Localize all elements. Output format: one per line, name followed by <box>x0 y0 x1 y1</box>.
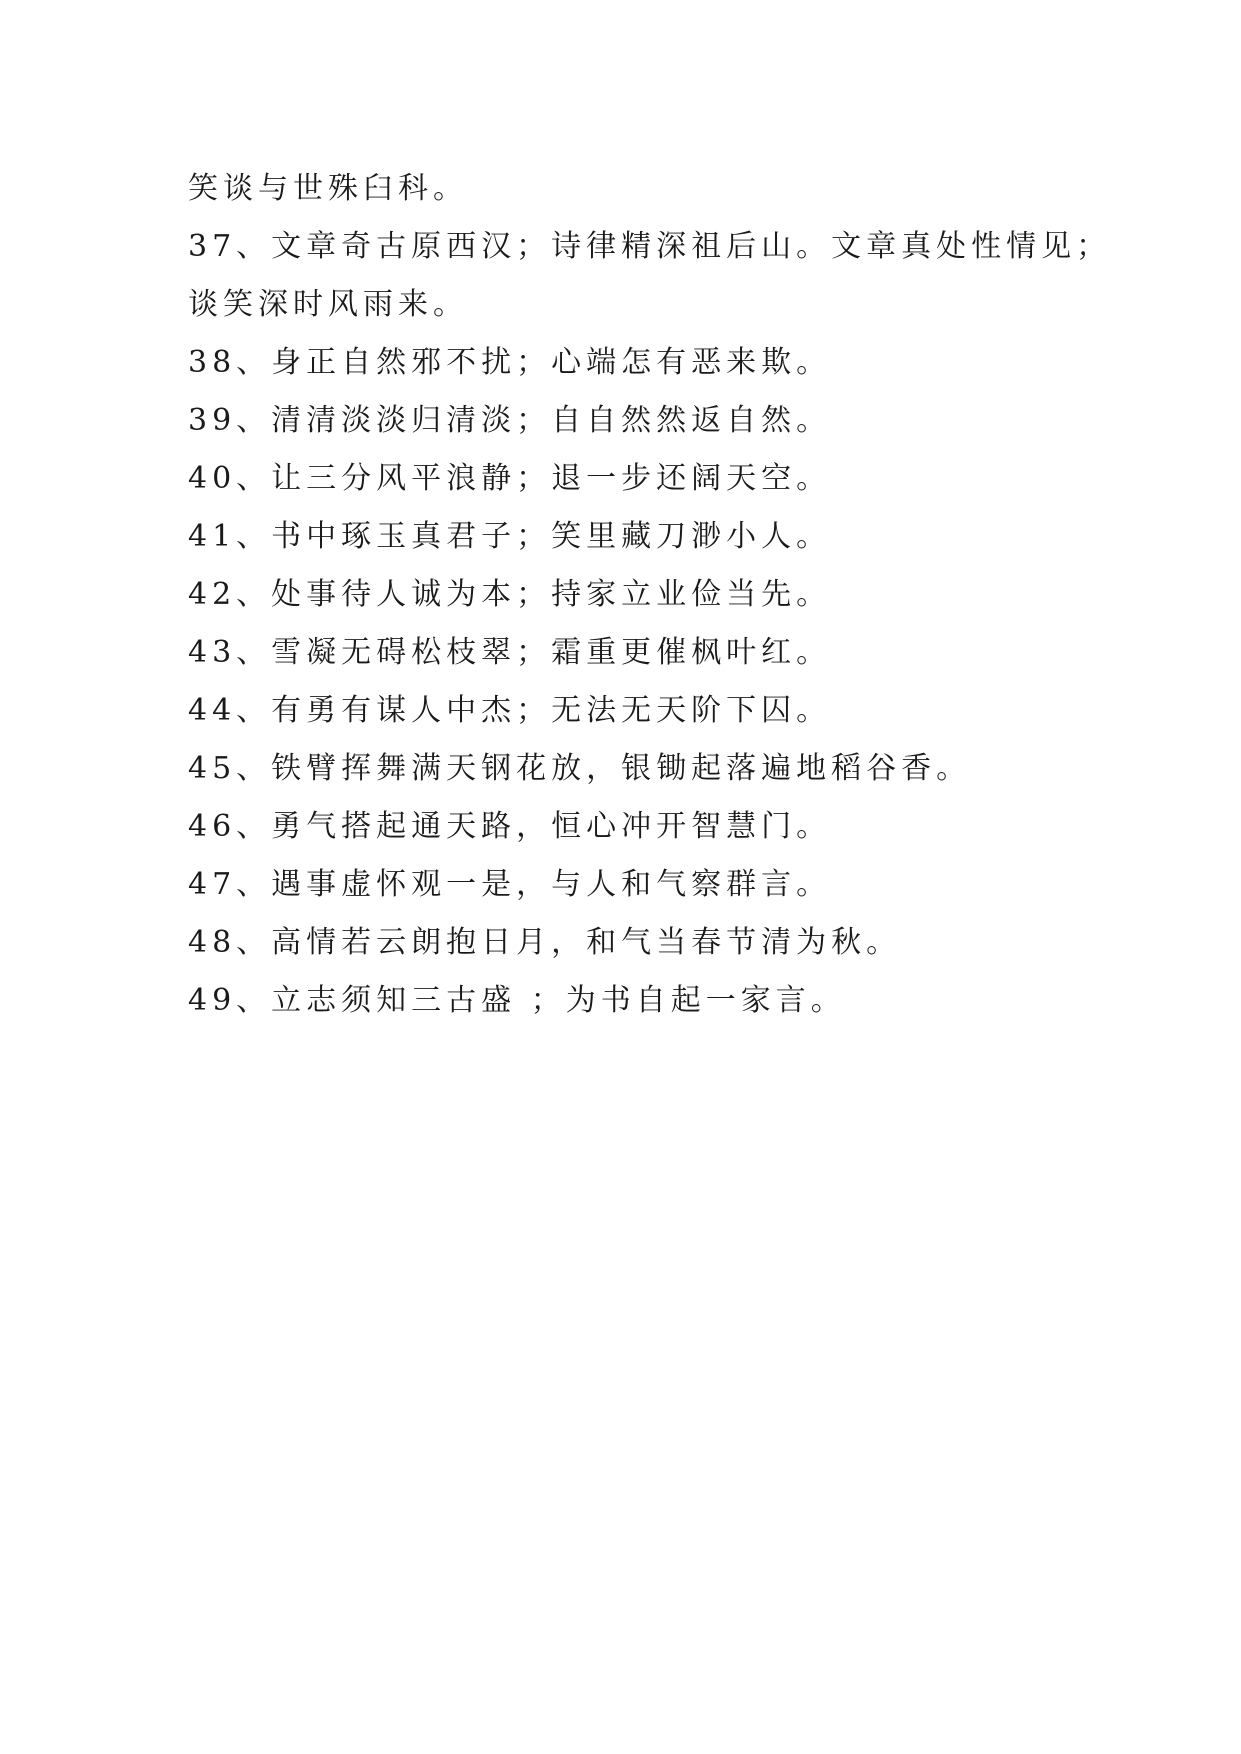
text-line-44: 44、有勇有谋人中杰；无法无天阶下囚。 <box>188 693 832 728</box>
text-line-47: 47、遇事虚怀观一是，与人和气察群言。 <box>188 867 832 902</box>
document-body <box>188 160 1112 1030</box>
text-line-42: 42、处事待人诚为本；持家立业俭当先。 <box>188 577 832 612</box>
text-line-40: 40、让三分风平浪静；退一步还阔天空。 <box>188 461 832 496</box>
text-line-46: 46、勇气搭起通天路，恒心冲开智慧门。 <box>188 809 832 844</box>
text-line-49: 49、立志须知三古盛 ；为书自起一家言。 <box>188 983 846 1018</box>
text-line-38: 38、身正自然邪不扰；心端怎有恶来欺。 <box>188 345 832 380</box>
text-line-continuation: 笑谈与世殊臼科。 <box>188 171 468 206</box>
text-line-41: 41、书中琢玉真君子；笑里藏刀渺小人。 <box>188 519 832 554</box>
text-line-37-continuation: 谈笑深时风雨来。 <box>188 287 468 322</box>
text-line-37: 37、文章奇古原西汉；诗律精深祖后山。文章真处性情见； <box>188 229 1112 264</box>
text-line-43: 43、雪凝无碍松枝翠；霜重更催枫叶红。 <box>188 635 832 670</box>
text-line-48: 48、高情若云朗抱日月，和气当春节清为秋。 <box>188 925 902 960</box>
text-line-45: 45、铁臂挥舞满天钢花放，银锄起落遍地稻谷香。 <box>188 751 972 786</box>
text-line-39: 39、清清淡淡归清淡；自自然然返自然。 <box>188 403 832 438</box>
